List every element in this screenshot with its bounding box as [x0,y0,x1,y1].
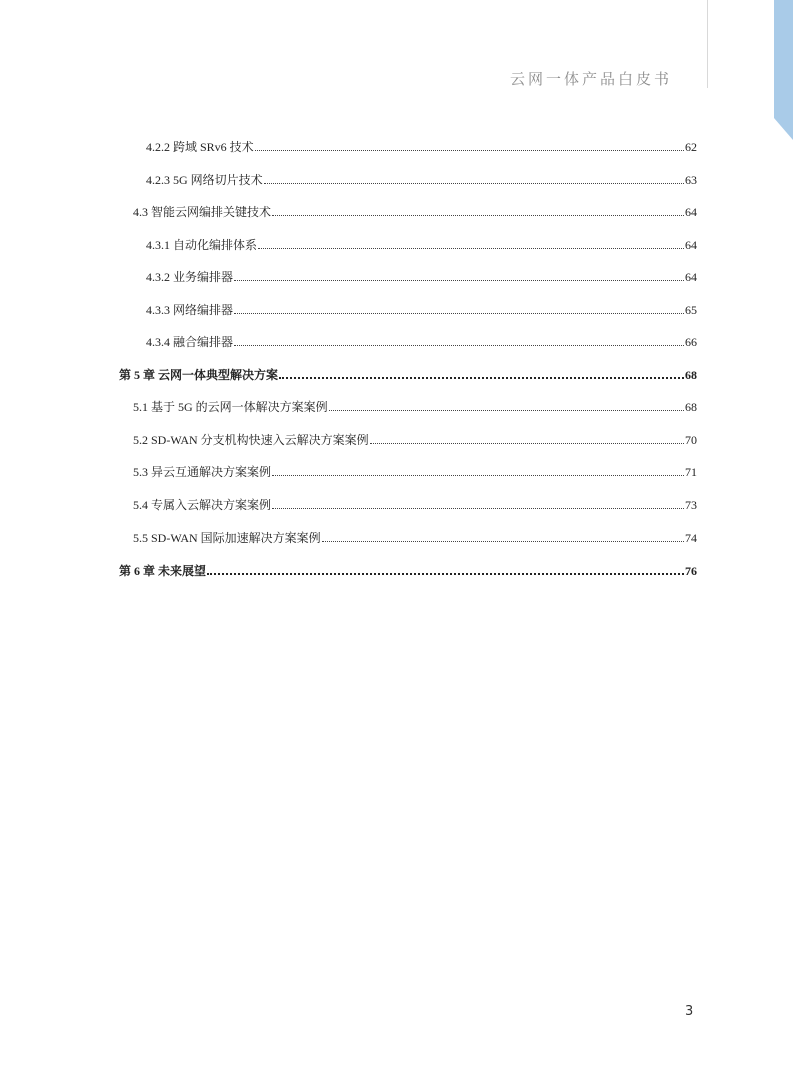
toc-entry-page: 63 [685,173,697,187]
dot-leader [322,541,684,542]
dot-leader [234,280,684,281]
toc-entry-label: 第 5 章 云网一体典型解决方案 [119,368,279,382]
dot-leader [264,183,684,184]
toc-entry-label: 5.2 SD-WAN 分支机构快速入云解决方案案例 [133,433,369,447]
dot-leader [258,248,684,249]
toc-entry-5-1[interactable] [133,398,697,416]
toc-entry-4-2-2[interactable] [146,138,697,156]
toc-entry-page: 64 [685,238,697,252]
dot-leader [272,215,684,216]
corner-decoration [774,0,793,140]
toc-entry-page: 71 [685,465,697,479]
toc-entry-4-3[interactable] [133,203,697,221]
dot-leader [207,573,684,575]
toc-entry-label: 4.3 智能云网编排关键技术 [133,205,272,219]
toc-entry-label: 4.3.2 业务编排器 [146,270,234,284]
page-number: 3 [685,1004,694,1019]
toc-entry-label: 4.2.3 5G 网络切片技术 [146,173,263,187]
toc-entry-label: 4.3.1 自动化编排体系 [146,238,258,252]
toc-entry-label: 5.4 专属入云解决方案案例 [133,498,272,512]
dot-leader [279,377,684,379]
toc-entry-chapter-5[interactable] [119,366,697,384]
toc-entry-4-3-3[interactable] [146,301,697,319]
toc-entry-label: 4.2.2 跨域 SRv6 技术 [146,140,254,154]
toc-entry-5-5[interactable] [133,529,697,547]
header-divider [707,0,708,88]
dot-leader [370,443,684,444]
toc-entry-label: 5.1 基于 5G 的云网一体解决方案案例 [133,400,328,414]
toc-entry-label: 5.5 SD-WAN 国际加速解决方案案例 [133,531,321,545]
toc-entry-page: 70 [685,433,697,447]
dot-leader [329,410,684,411]
toc-entry-label: 第 6 章 未来展望 [119,564,207,578]
toc-entry-label: 5.3 异云互通解决方案案例 [133,465,272,479]
dot-leader [234,313,684,314]
dot-leader [272,475,684,476]
document-title: 云网一体产品白皮书 [509,70,672,88]
dot-leader [272,508,684,509]
toc-entry-page: 64 [685,270,697,284]
toc-entry-4-3-1[interactable] [146,236,697,254]
toc-entry-page: 68 [685,368,697,382]
toc-entry-4-3-2[interactable] [146,268,697,286]
toc-entry-page: 73 [685,498,697,512]
toc-entry-label: 4.3.3 网络编排器 [146,303,234,317]
toc-entry-page: 68 [685,400,697,414]
toc-entry-page: 76 [685,564,697,578]
toc-entry-page: 65 [685,303,697,317]
toc-entry-chapter-6[interactable] [119,562,697,580]
toc-entry-5-4[interactable] [133,496,697,514]
dot-leader [255,150,684,151]
toc-entry-page: 64 [685,205,697,219]
toc-entry-page: 62 [685,140,697,154]
toc-entry-5-2[interactable] [133,431,697,449]
toc-entry-label: 4.3.4 融合编排器 [146,335,234,349]
toc-entry-5-3[interactable] [133,463,697,481]
toc-entry-4-3-4[interactable] [146,333,697,351]
toc-entry-page: 74 [685,531,697,545]
dot-leader [234,345,684,346]
toc-entry-page: 66 [685,335,697,349]
toc-entry-4-2-3[interactable] [146,171,697,189]
